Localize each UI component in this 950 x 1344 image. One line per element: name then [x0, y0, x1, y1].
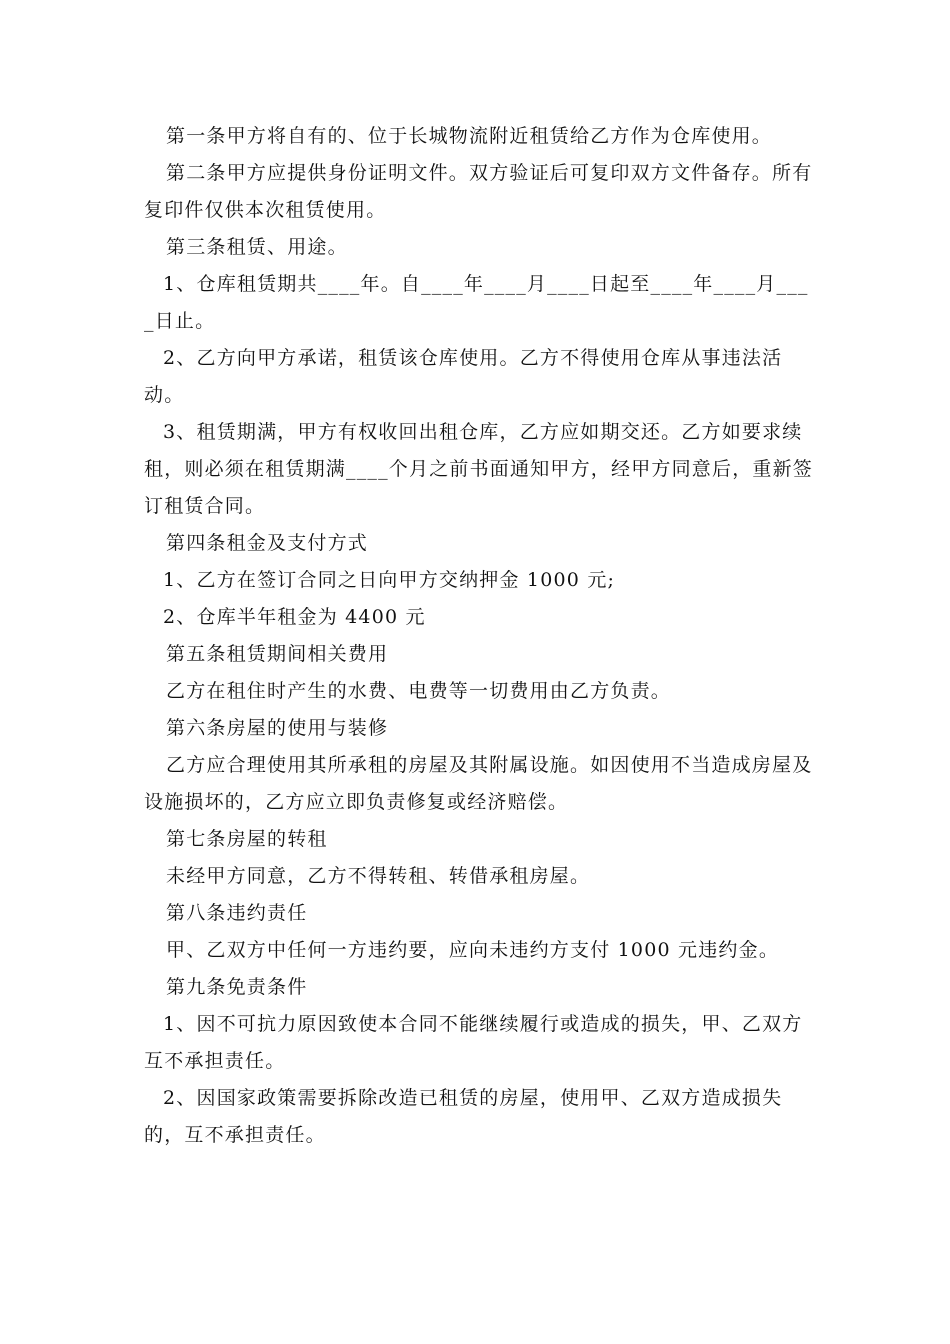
lease-renewal-clause: 3、租赁期满，甲方有权收回出租仓库，乙方应如期交还。乙方如要求续租，则必须在租赁期满____个月之前书面通知甲方，经甲方同意后，重新签订租赁合同。 — [144, 421, 814, 517]
article-5-heading: 第五条租赁期间相关费用 — [166, 643, 389, 665]
force-majeure-clause: 1、因不可抗力原因致使本合同不能继续履行或造成的损失，甲、乙双方互不承担责任。 — [144, 1013, 803, 1072]
article-8-heading: 第八条违约责任 — [166, 902, 308, 924]
article-9-heading: 第九条免责条件 — [166, 976, 308, 998]
lease-term-clause: 1、仓库租赁期共____年。自____年____月____日起至____年____月____日止。 — [144, 273, 809, 332]
article-6-heading: 第六条房屋的使用与装修 — [166, 717, 389, 739]
article-1-paragraph: 第一条甲方将自有的、位于长城物流附近租赁给乙方作为仓库使用。 — [166, 125, 773, 147]
article-7-heading: 第七条房屋的转租 — [166, 828, 328, 850]
breach-clause: 甲、乙双方中任何一方违约要，应向未违约方支付 1000 元违约金。 — [166, 939, 780, 961]
article-3-heading: 第三条租赁、用途。 — [166, 236, 348, 258]
document-body — [144, 118, 814, 1154]
sublease-clause: 未经甲方同意，乙方不得转租、转借承租房屋。 — [166, 865, 591, 887]
article-2-paragraph: 第二条甲方应提供身份证明文件。双方验证后可复印双方文件备存。所有复印件仅供本次租赁使用。 — [144, 162, 813, 221]
lease-purpose-clause: 2、乙方向甲方承诺，租赁该仓库使用。乙方不得使用仓库从事违法活动。 — [144, 347, 783, 406]
fees-clause: 乙方在租住时产生的水费、电费等一切费用由乙方负责。 — [166, 680, 672, 702]
rent-clause: 2、仓库半年租金为 4400 元 — [163, 606, 426, 628]
usage-repair-clause: 乙方应合理使用其所承租的房屋及其附属设施。如因使用不当造成房屋及设施损坏的，乙方应立即负责修复或经济赔偿。 — [144, 754, 813, 813]
article-4-heading: 第四条租金及支付方式 — [166, 532, 369, 554]
policy-demolition-clause: 2、因国家政策需要拆除改造已租赁的房屋，使用甲、乙双方造成损失的，互不承担责任。 — [144, 1087, 783, 1146]
deposit-clause: 1、乙方在签订合同之日向甲方交纳押金 1000 元; — [163, 569, 616, 591]
